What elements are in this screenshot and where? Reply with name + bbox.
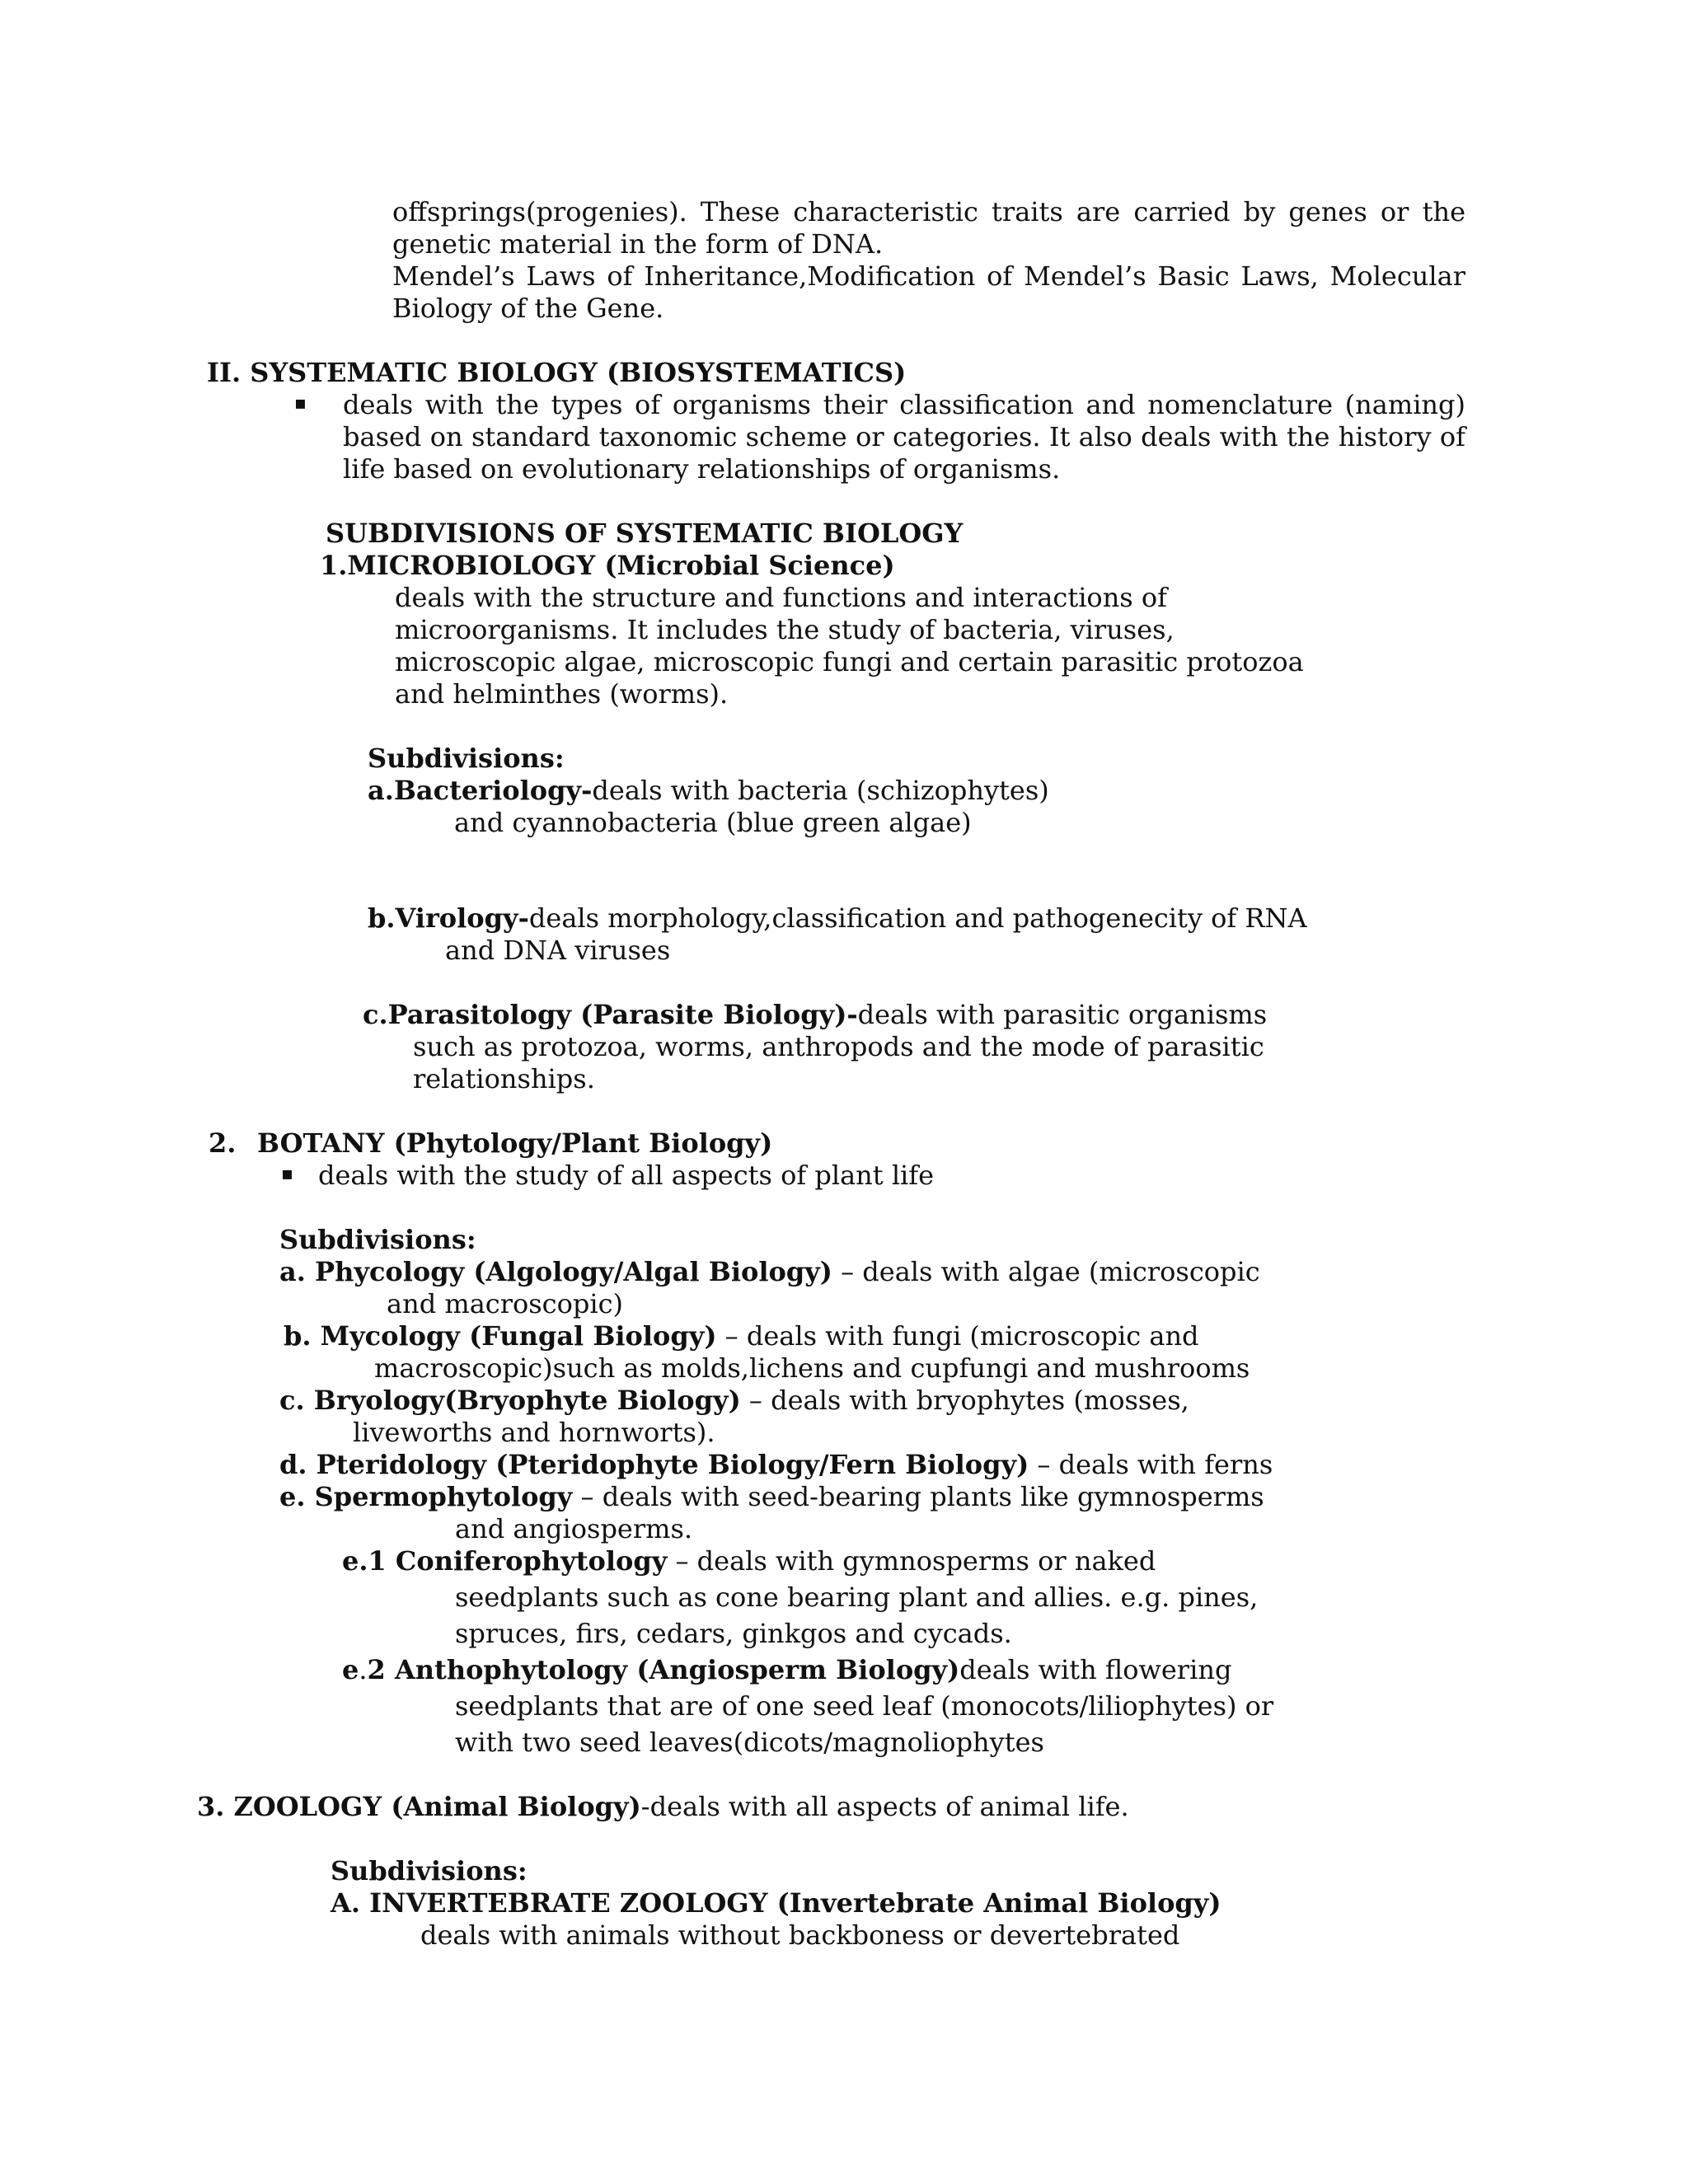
- virology-term: b.Virology-: [368, 902, 529, 934]
- systematic-desc-line: deals with the types of organisms their classification and nomenclature (naming): [343, 389, 1465, 420]
- parasitology-text: deals with parasitic organisms: [857, 999, 1268, 1030]
- phycology-text: – deals with algae (microscopic: [832, 1256, 1260, 1287]
- anthophytology-text-cont: with two seed leaves(dicots/magnoliophytes: [455, 1727, 1044, 1758]
- zoology-subdivisions-label: Subdivisions:: [331, 1855, 528, 1886]
- anthophytology-term: 2 Anthophytology (Angiosperm Biology): [367, 1654, 960, 1685]
- bryology-text-cont: liveworths and hornworts).: [353, 1417, 715, 1448]
- microbiology-desc-line: deals with the structure and functions and interactions of: [395, 582, 1167, 613]
- invertebrate-zoology-desc: deals with animals without backboness or devertebrated: [420, 1919, 1180, 1951]
- phycology-term: a. Phycology (Algology/Algal Biology): [279, 1256, 832, 1287]
- botany-number: 2.: [209, 1127, 237, 1159]
- pteridology-term: d. Pteridology (Pteridophyte Biology/Fern Biology): [279, 1449, 1029, 1480]
- coniferophytology-text-cont: spruces, firs, cedars, ginkgos and cycads.: [455, 1618, 1012, 1649]
- anthophytology-text-cont: seedplants that are of one seed leaf (monocots/liliophytes) or: [455, 1690, 1274, 1722]
- virology-text-cont: and DNA viruses: [445, 935, 671, 966]
- bryology-text: – deals with bryophytes (mosses,: [740, 1385, 1189, 1416]
- subdivisions-heading: SUBDIVISIONS OF SYSTEMATIC BIOLOGY: [326, 518, 964, 549]
- genetics-text-line: Biology of the Gene.: [392, 293, 664, 324]
- pteridology-text: – deals with ferns: [1029, 1449, 1273, 1480]
- anthophytology-text: deals with flowering: [959, 1654, 1232, 1685]
- mycology-text-cont: macroscopic)such as molds,lichens and cupfungi and mushrooms: [374, 1352, 1250, 1384]
- invertebrate-zoology-heading: A. INVERTEBRATE ZOOLOGY (Invertebrate Animal Biology): [331, 1887, 1221, 1919]
- coniferophytology-term: e.1 Coniferophytology: [342, 1545, 668, 1577]
- bacteriology-entry: [368, 774, 1049, 807]
- spermophytology-text-cont: and angiosperms.: [455, 1513, 693, 1544]
- mycology-term: b. Mycology (Fungal Biology): [284, 1320, 717, 1352]
- section-heading-systematic-biology: II. SYSTEMATIC BIOLOGY (BIOSYSTEMATICS): [207, 357, 907, 388]
- microbiology-heading: 1.MICROBIOLOGY (Microbial Science): [320, 550, 895, 581]
- genetics-text-line: Mendel’s Laws of Inheritance,Modification of Mendel’s Basic Laws, Molecular: [392, 260, 1465, 292]
- systematic-desc-line: life based on evolutionary relationships of organisms.: [343, 453, 1061, 485]
- bullet-marker: ▪: [294, 393, 307, 414]
- coniferophytology-entry: [342, 1544, 1156, 1577]
- genetics-text-line: offsprings(progenies). These characteristic traits are carried by genes or the: [392, 196, 1465, 227]
- bryology-entry: [279, 1384, 1189, 1417]
- pteridology-entry: [279, 1448, 1273, 1481]
- zoology-entry: [197, 1790, 1129, 1823]
- microbiology-subdivisions-label: Subdivisions:: [368, 743, 565, 774]
- botany-desc: deals with the study of all aspects of plant life: [318, 1160, 935, 1191]
- anthophytology-entry: [342, 1653, 1231, 1686]
- coniferophytology-text: – deals with gymnosperms or naked: [667, 1545, 1156, 1577]
- bacteriology-term: a.Bacteriology-: [368, 775, 593, 806]
- microbiology-desc-line: microorganisms. It includes the study of bacteria, viruses,: [395, 614, 1175, 645]
- phycology-text-cont: and macroscopic): [387, 1288, 623, 1319]
- mycology-entry: [284, 1319, 1199, 1352]
- parasitology-text-cont: such as protozoa, worms, anthropods and the mode of parasitic: [413, 1031, 1264, 1062]
- zoology-desc: -deals with all aspects of animal life.: [640, 1791, 1129, 1822]
- microbiology-desc-line: microscopic algae, microscopic fungi and certain parasitic protozoa: [395, 646, 1304, 677]
- virology-entry: [368, 902, 1307, 935]
- bullet-marker: ▪: [281, 1164, 293, 1184]
- parasitology-text-cont: relationships.: [413, 1063, 595, 1094]
- anthophytology-term-dot: .: [359, 1654, 368, 1685]
- microbiology-desc-line: and helminthes (worms).: [395, 678, 729, 710]
- bacteriology-text-cont: and cyannobacteria (blue green algae): [454, 807, 972, 838]
- spermophytology-entry: [279, 1480, 1264, 1513]
- virology-text: deals morphology,classification and pathogenecity of RNA: [528, 902, 1307, 934]
- bacteriology-text: deals with bacteria (schizophytes): [592, 775, 1049, 806]
- botany-subdivisions-label: Subdivisions:: [279, 1224, 476, 1255]
- spermophytology-term: e. Spermophytology: [279, 1481, 573, 1512]
- spermophytology-text: – deals with seed-bearing plants like gymnosperms: [572, 1481, 1264, 1512]
- phycology-entry: [279, 1255, 1260, 1288]
- genetics-text-line: genetic material in the form of DNA.: [392, 228, 884, 260]
- mycology-text: – deals with fungi (microscopic and: [716, 1320, 1199, 1352]
- systematic-desc-line: based on standard taxonomic scheme or categories. It also deals with the history of: [343, 421, 1465, 452]
- botany-heading: BOTANY (Phytology/Plant Biology): [257, 1127, 773, 1159]
- zoology-heading: 3. ZOOLOGY (Animal Biology): [197, 1791, 641, 1822]
- coniferophytology-text-cont: seedplants such as cone bearing plant and allies. e.g. pines,: [455, 1582, 1259, 1613]
- anthophytology-term-prefix: e: [342, 1654, 359, 1685]
- parasitology-term: c.Parasitology (Parasite Biology)-: [363, 999, 858, 1030]
- bryology-term: c. Bryology(Bryophyte Biology): [279, 1385, 741, 1416]
- parasitology-entry: [363, 998, 1267, 1031]
